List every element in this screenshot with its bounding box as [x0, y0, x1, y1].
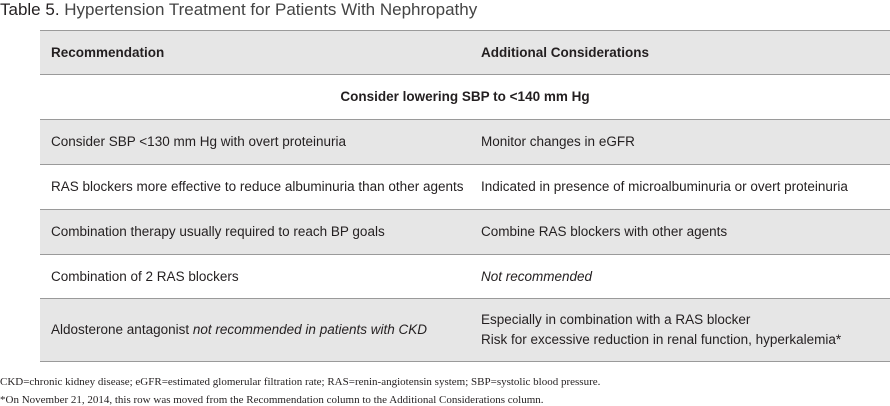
footnote-row-moved: *On November 21, 2014, this row was moved from the Recommendation column to the Additional Considerations column.	[0, 394, 544, 406]
table-span-row	[40, 75, 890, 120]
table-title	[0, 0, 477, 22]
header-recommendation: Recommendation	[51, 44, 165, 60]
recommendation-cell: Consider SBP <130 mm Hg with overt proteinuria	[51, 134, 347, 149]
table-header-row	[40, 31, 890, 75]
table-row	[40, 255, 890, 299]
recommendation-cell: Combination therapy usually required to reach BP goals	[51, 224, 385, 239]
footnote-abbreviations: CKD=chronic kidney disease; eGFR=estimated glomerular filtration rate; RAS=renin-angiotensin system; SBP=systolic blood pressure.	[0, 376, 601, 388]
additional-cell: Monitor changes in eGFR	[481, 134, 635, 149]
additional-cell: Not recommended	[481, 268, 593, 284]
recommendation-cell: Combination of 2 RAS blockers	[51, 268, 239, 284]
span-row-text: Consider lowering SBP to <140 mm Hg	[340, 89, 590, 104]
table-row	[40, 299, 890, 362]
additional-cell: Especially in combination with a RAS blocker Risk for excessive reduction in renal function, hyperkalemia*	[481, 312, 842, 347]
recommendations-table	[40, 30, 890, 362]
table-row	[40, 210, 890, 255]
table-row	[40, 120, 890, 165]
table-number: Table 5.	[0, 0, 60, 19]
table-row	[40, 165, 890, 210]
recommendation-cell: RAS blockers more effective to reduce albuminuria than other agents	[51, 179, 464, 194]
additional-cell: Indicated in presence of microalbuminuria or overt proteinuria	[481, 179, 848, 194]
additional-cell: Combine RAS blockers with other agents	[481, 224, 728, 239]
header-additional-considerations: Additional Considerations	[481, 44, 650, 60]
table-title-text: Hypertension Treatment for Patients With Nephropathy	[64, 0, 478, 19]
recommendation-cell: Aldosterone antagonist not recommended in patients with CKD	[51, 322, 427, 337]
